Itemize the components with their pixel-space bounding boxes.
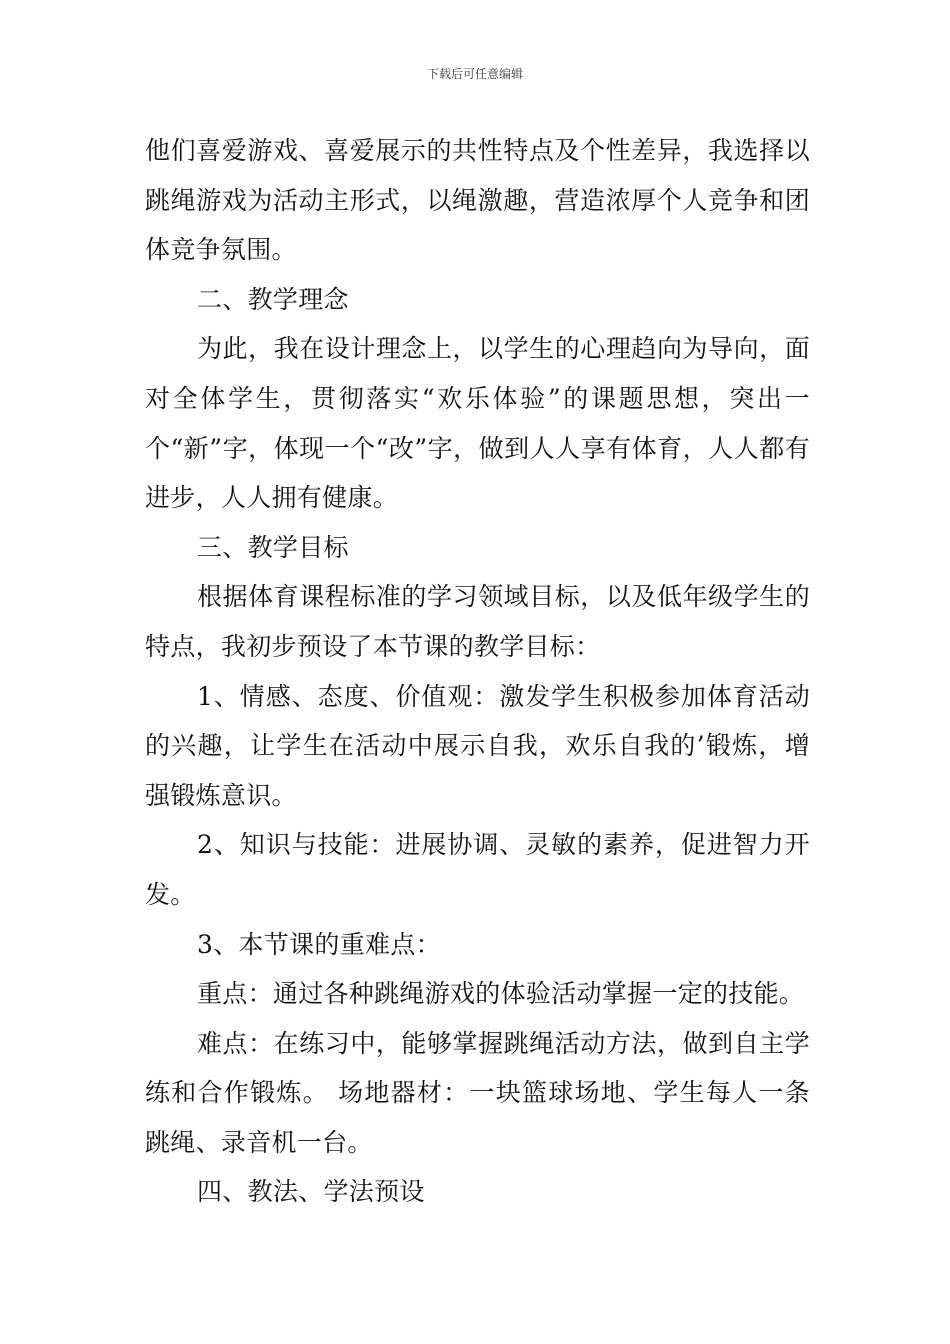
paragraph-difficulty: 难点：在练习中，能够掌握跳绳活动方法，做到自主学练和合作锻炼。 场地器材：一块篮球场地、学生每人一条跳绳、录音机一台。	[145, 1028, 810, 1157]
page-header: 下载后可任意编辑	[426, 67, 523, 81]
section-heading-methods: 四、教法、学法预设	[197, 1177, 425, 1207]
paragraph-goal-3: 3、本节课的重难点：	[197, 929, 441, 959]
paragraph-concept: 为此，我在设计理念上，以学生的心理趋向为导向，面对全体学生，贯彻落实“欢乐体验”的课题思想，突出一个“新”字，体现一个“改”字，做到人人享有体育，人人都有进步，人人拥有健康。	[145, 334, 810, 513]
section-heading-teaching-goals: 三、教学目标	[197, 532, 349, 562]
paragraph-continuation: 他们喜爱游戏、喜爱展示的共性特点及个性差异，我选择以跳绳游戏为活动主形式，以绳激趣，营造浓厚个人竞争和团体竞争氛围。	[145, 136, 810, 265]
paragraph-goals-intro: 根据体育课程标准的学习领域目标，以及低年级学生的特点，我初步预设了本节课的教学目标：	[145, 582, 810, 661]
section-heading-teaching-concept: 二、教学理念	[197, 284, 349, 314]
document-body	[145, 126, 810, 1217]
paragraph-key-point: 重点：通过各种跳绳游戏的体验活动掌握一定的技能。	[197, 979, 805, 1009]
paragraph-goal-2: 2、知识与技能：进展协调、灵敏的素养，促进智力开发。	[145, 830, 810, 909]
paragraph-goal-1: 1、情感、态度、价值观：激发学生积极参加体育活动的兴趣，让学生在活动中展示自我，欢乐自我的’锻炼，增强锻炼意识。	[145, 681, 810, 810]
